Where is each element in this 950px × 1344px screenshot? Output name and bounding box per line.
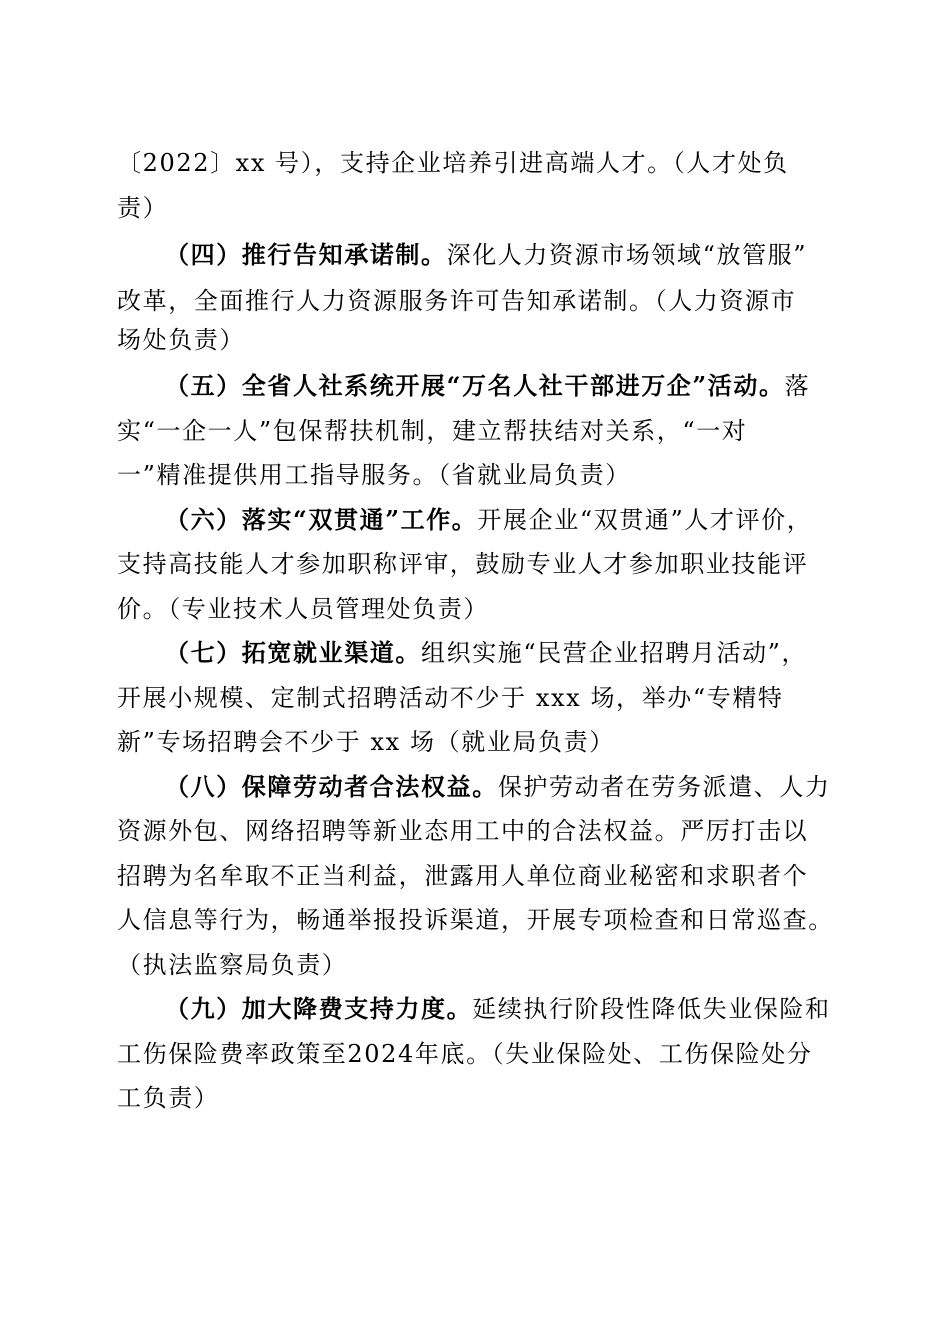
paragraph-text: 落 [784, 372, 811, 400]
paragraph-first-line [165, 767, 837, 807]
paragraph-first-line [165, 989, 837, 1029]
paragraph-text: 组织实施“民营企业招聘月活动”， [421, 639, 808, 667]
text-line: 实“一企一人”包保帮扶机制，建立帮扶结对关系，“一对 [117, 417, 748, 445]
paragraph-text: 延续执行阶段性降低失业保险和 [472, 995, 831, 1023]
section-heading: （九）加大降费支持力度。 [165, 994, 473, 1023]
paragraph-text: 深化人力资源市场领域“放管服” [446, 241, 808, 269]
paragraph-first-line [165, 366, 837, 406]
section-heading: （四）推行告知承诺制。 [165, 240, 447, 269]
text-line: 资源外包、网络招聘等新业态用工中的合法权益。严厉打击以 [117, 817, 809, 845]
text-line: 支持高技能人才参加职称评审，鼓励专业人才参加职业技能评 [117, 550, 809, 578]
section-heading: （八）保障劳动者合法权益。 [165, 772, 498, 801]
text-line: （执法监察局负责） [117, 951, 348, 979]
text-line: 人信息等行为，畅通举报投诉渠道，开展专项检查和日常巡查。 [117, 906, 834, 934]
text-line: 招聘为名牟取不正当利益，泄露用人单位商业秘密和求职者个 [117, 862, 809, 890]
text-line: 一”精准提供用工指导服务。（省就业局负责） [117, 461, 631, 489]
text-line: 工伤保险费率政策至2024年底。（失业保险处、工伤保险处分 [117, 1040, 813, 1068]
paragraph-first-line [165, 633, 837, 673]
text-line: 工负责） [117, 1084, 220, 1112]
paragraph-text: 保护劳动者在劳务派遣、人力 [497, 773, 831, 801]
text-line: 价。（专业技术人员管理处负责） [117, 595, 489, 623]
text-line: 新”专场招聘会不少于 xx 场（就业局负责） [117, 728, 615, 756]
section-heading: （五）全省人社系统开展“万名人社干部进万企”活动。 [165, 371, 785, 400]
paragraph-first-line [165, 235, 837, 275]
text-line: 开展小规模、定制式招聘活动不少于 xxx 场，举办“专精特 [117, 684, 784, 712]
text-line: 场处负责） [117, 326, 245, 354]
text-line: 〔2022〕xx 号），支持企业培养引进高端人才。（人才处负 [117, 149, 789, 177]
paragraph-text: 开展企业“双贯通”人才评价， [477, 506, 813, 534]
section-heading: （七）拓宽就业渠道。 [165, 638, 421, 667]
text-line: 责） [117, 194, 169, 222]
text-line: 改革，全面推行人力资源服务许可告知承诺制。（人力资源市 [117, 287, 797, 315]
paragraph-first-line [165, 500, 837, 540]
section-heading: （六）落实“双贯通”工作。 [165, 505, 478, 534]
